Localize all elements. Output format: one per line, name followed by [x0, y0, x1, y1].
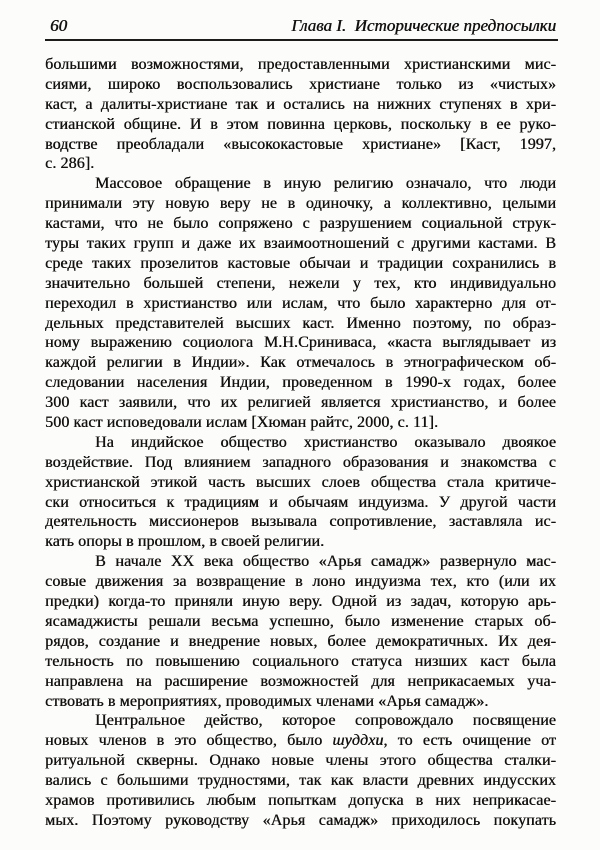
text-line: среде таких прозелитов кастовые обычаи и традиции сохранились в [45, 254, 556, 272]
text-line: тельность по повышению социального статуса низших каст была [45, 652, 556, 670]
text-line: В начале XX века общество «Арья самадж» развернуло мас- [95, 553, 556, 571]
text-line: На индийское общество христианство оказывало двоякое [95, 433, 556, 451]
text-line: воздействие. Под влиянием западного образования и знакомства с [45, 453, 556, 471]
text-line: значительно большей степени, нежели у тех, кто индивидуально [45, 274, 556, 292]
text-line: предки) когда-то приняли иную веру. Одной из задач, которую арь- [45, 593, 556, 611]
text-line: кастами, что не было сопряжено с разрушением социальной струк- [45, 215, 556, 233]
text-line: 300 каст заявили, что их религией является христианство, и более [45, 394, 556, 412]
header-rule [45, 39, 558, 41]
text-line: ясамаджисты решали весьма успешно, было изменение старых об- [45, 612, 556, 630]
text-line: храмов противились любым попыткам допуска в них неприкасае- [45, 791, 556, 809]
text-line: рядов, создание и внедрение новых, более демократичных. Их дея- [45, 632, 556, 650]
text-line: совые движения за возвращение в лоно индуизма тех, кто (или их [45, 573, 556, 591]
text-line: кать опоры в прошлом, в своей религии. [45, 533, 325, 551]
paragraph [45, 174, 556, 433]
text-line: новых членов в это общество, было шуддхи, то есть очищение от [45, 732, 556, 750]
paragraph [45, 55, 556, 174]
text-line: ски относиться к традициям и обычаям индуизма. У другой части [45, 493, 556, 511]
paragraph [45, 433, 556, 552]
body-text [45, 55, 556, 831]
text-line: вались с большими трудностями, так как власти древних индусских [45, 772, 556, 790]
text-line: 500 каст исповедовали ислам [Хюман райтс, 2000, с. 11]. [45, 414, 439, 432]
running-head-chapter-title: Глава I. Исторические предпосылки [291, 16, 556, 35]
text-line: ствовать в мероприятиях, проводимых членами «Арья самадж». [45, 692, 489, 710]
text-line: сиями, широко воспользовались христиане только из «чистых» [45, 75, 556, 93]
text-line: направлена на расширение возможностей для неприкасаемых уча- [45, 672, 556, 690]
text-line: дельных представителей высших каст. Именно поэтому, по образ- [45, 314, 556, 332]
text-line: стианской общине. И в этом повинна церковь, поскольку в ее руко- [45, 115, 556, 133]
text-line: переходил в христианство или ислам, что было характерно для от- [45, 294, 556, 312]
text-line: каст, а далиты-христиане так и остались на нижних ступенях в хри- [45, 95, 556, 113]
text-line: мых. Поэтому руководству «Арья самадж» приходилось покупать [45, 811, 556, 829]
text-line: принимали эту новую веру не в одиночку, а коллективно, целыми [45, 195, 556, 213]
running-head [50, 16, 556, 36]
text-line: ритуальной скверны. Однако новые члены этого общества сталки- [45, 752, 556, 770]
text-line: следовании населения Индии, проведенном в 1990-х годах, более [45, 374, 556, 392]
text-line: большими возможностями, предоставленными христианскими мис- [45, 56, 556, 73]
paragraph [45, 711, 556, 830]
text-line: ному выражению социолога М.Н.Сриниваса, «каста выглядывает из [45, 334, 556, 352]
text-line: Центральное действо, которое сопровождало посвящение [95, 712, 556, 730]
paragraph [45, 552, 556, 711]
text-line: христианской этикой часть высших слоев общества стала критиче- [45, 473, 556, 491]
text-line: туры таких групп и даже их взаимоотношений с другими кастами. В [45, 235, 556, 253]
text-line: водстве преобладали «высококастовые христиане» [Каст, 1997, [45, 135, 556, 153]
page-number: 60 [50, 16, 67, 35]
text-line: деятельность миссионеров вызывала сопротивление, заставляла ис- [45, 513, 556, 531]
text-line: каждой религии в Индии». Как отмечалось в этнографическом об- [45, 354, 556, 372]
text-line: Массовое обращение в иную религию означало, что люди [95, 175, 556, 193]
text-line: с. 286]. [45, 155, 95, 173]
